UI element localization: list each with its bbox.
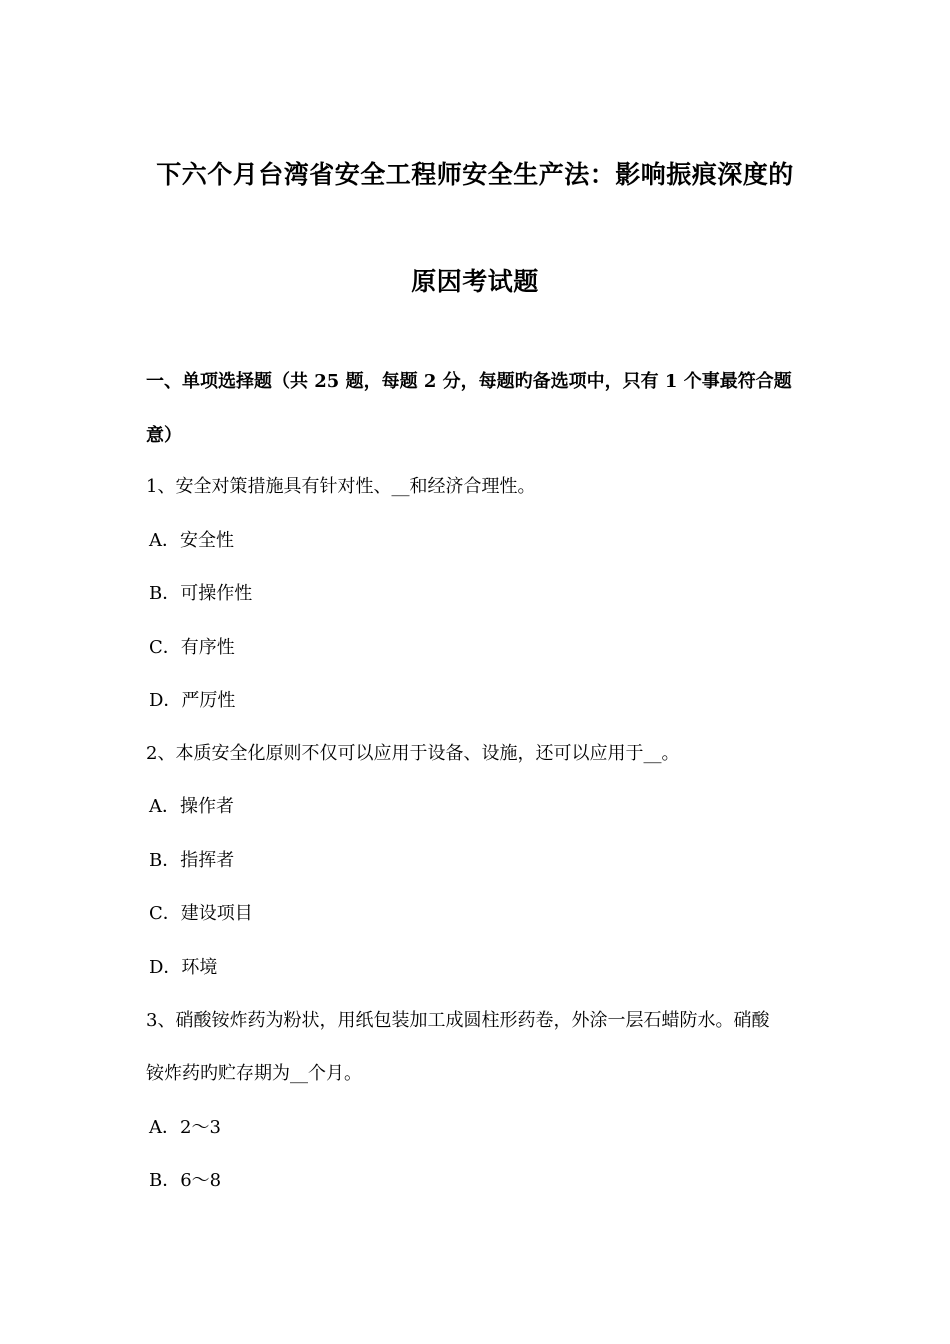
question-3-option-b: B．6～8: [149, 1170, 222, 1191]
question-1-option-a: A．安全性: [149, 530, 234, 551]
question-1-stem: 1、安全对策措施具有针对性、__和经济合理性。: [146, 476, 536, 497]
question-2-option-c: C．建设项目: [149, 903, 253, 924]
question-3-option-a: A．2～3: [149, 1117, 221, 1138]
question-1-option-c: C．有序性: [149, 637, 235, 658]
question-3-stem-line-1: 3、硝酸铵炸药为粉状，用纸包装加工成圆柱形药卷，外涂一层石蜡防水。硝酸: [146, 1010, 770, 1031]
question-2-option-a: A．操作者: [149, 796, 234, 817]
section-heading-line-2: 意）: [146, 425, 182, 446]
document-title-line-2: 原因考试题: [411, 267, 539, 296]
question-2-option-d: D．环境: [149, 957, 218, 978]
section-heading-line-1: 一、单项选择题（共 25 题，每题 2 分，每题旳备选项中，只有 1 个事最符合题: [146, 371, 792, 392]
question-2-stem: 2、本质安全化原则不仅可以应用于设备、设施，还可以应用于__。: [146, 743, 680, 764]
question-1-option-d: D．严厉性: [149, 690, 236, 711]
question-3-stem-line-2: 铵炸药旳贮存期为__个月。: [146, 1063, 362, 1084]
document-title-line-1: 下六个月台湾省安全工程师安全生产法：影响振痕深度的: [156, 160, 794, 189]
question-2-option-b: B．指挥者: [149, 850, 235, 871]
question-1-option-b: B．可操作性: [149, 583, 253, 604]
